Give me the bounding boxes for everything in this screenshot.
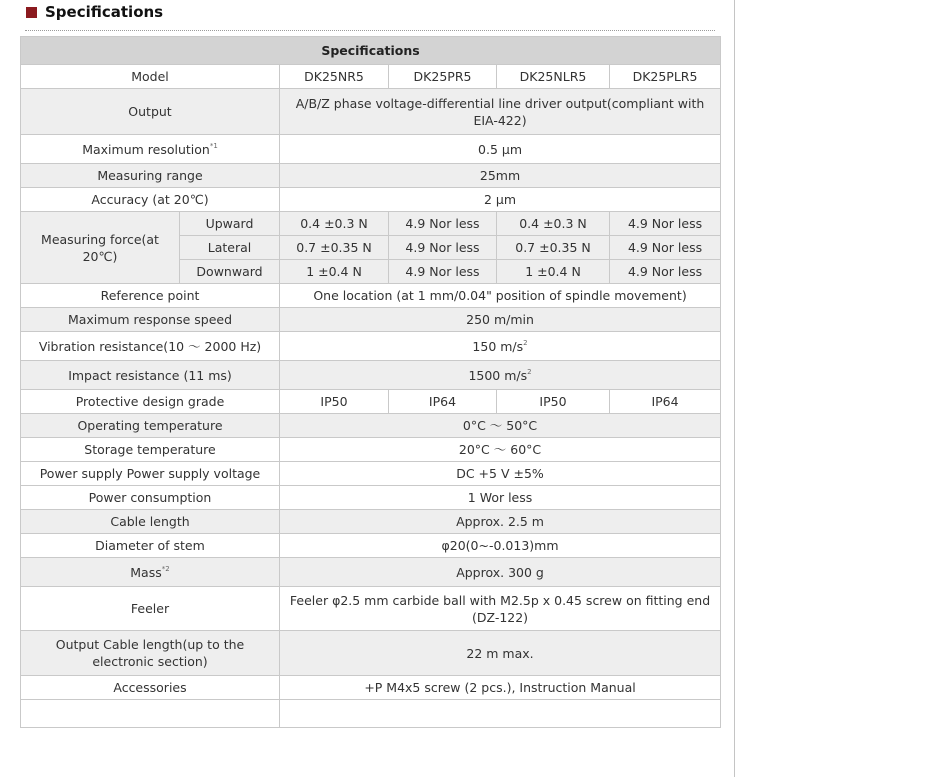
table-row (21, 308, 721, 332)
table-row (21, 510, 721, 534)
row-label: Protective design grade (21, 390, 280, 414)
model-cell: DK25NR5 (280, 65, 389, 89)
row-label: Power consumption (21, 486, 280, 510)
force-value: 4.9 Nor less (389, 236, 497, 260)
model-cell: DK25PLR5 (610, 65, 721, 89)
force-value: 0.4 ±0.3 N (280, 212, 389, 236)
row-value: 25mm (280, 164, 721, 188)
row-value: 0°C ～ 50°C (280, 414, 721, 438)
table-row (21, 65, 721, 89)
grade-cell: IP50 (497, 390, 610, 414)
row-value: φ20(0~-0.013)mm (280, 534, 721, 558)
footnote-marker: *2 (161, 564, 170, 573)
row-label (21, 700, 280, 728)
table-row (21, 631, 721, 676)
row-value (280, 332, 721, 361)
row-label: Measuring range (21, 164, 280, 188)
row-value-text: 1500 m/s (468, 367, 528, 383)
row-value: 0.5 μm (280, 135, 721, 164)
table-row (21, 676, 721, 700)
row-value: 22 m max. (280, 631, 721, 676)
row-label-text: Mass (130, 564, 162, 580)
row-label: Cable length (21, 510, 280, 534)
row-label: Operating temperature (21, 414, 280, 438)
model-cell: DK25NLR5 (497, 65, 610, 89)
row-value: A/B/Z phase voltage-differential line driver output(compliant with EIA-422) (280, 89, 721, 135)
footnote-marker: *1 (209, 141, 218, 150)
section-title: Specifications (45, 3, 164, 21)
row-label: Impact resistance (11 ms) (21, 361, 280, 390)
force-value: 0.7 ±0.35 N (280, 236, 389, 260)
table-row (21, 438, 721, 462)
table-row (21, 332, 721, 361)
force-value: 4.9 Nor less (610, 212, 721, 236)
row-value: Feeler φ2.5 mm carbide ball with M2.5p x 0.45 screw on fitting end (DZ-122) (280, 587, 721, 631)
table-row (21, 700, 721, 728)
grade-cell: IP50 (280, 390, 389, 414)
table-row (21, 212, 721, 236)
row-label: Output Cable length(up to the electronic section) (21, 631, 280, 676)
row-value: 20°C ～ 60°C (280, 438, 721, 462)
row-label (21, 558, 280, 587)
row-value: DC +5 V ±5% (280, 462, 721, 486)
table-caption-row (21, 37, 721, 65)
row-label: Power supply Power supply voltage (21, 462, 280, 486)
row-label: Accessories (21, 676, 280, 700)
force-value: 4.9 Nor less (610, 260, 721, 284)
table-caption: Specifications (21, 37, 721, 65)
model-cell: DK25PR5 (389, 65, 497, 89)
row-value: 2 μm (280, 188, 721, 212)
table-row (21, 414, 721, 438)
table-row (21, 486, 721, 510)
force-value: 4.9 Nor less (610, 236, 721, 260)
row-label: Diameter of stem (21, 534, 280, 558)
row-value (280, 361, 721, 390)
row-value: 1 Wor less (280, 486, 721, 510)
row-value-text: 150 m/s (472, 338, 524, 354)
force-value: 0.4 ±0.3 N (497, 212, 610, 236)
table-row (21, 361, 721, 390)
table-row (21, 558, 721, 587)
table-row (21, 188, 721, 212)
force-value: 1 ±0.4 N (280, 260, 389, 284)
table-row (21, 164, 721, 188)
row-label: Reference point (21, 284, 280, 308)
row-label (21, 135, 280, 164)
row-value (280, 700, 721, 728)
table-row (21, 462, 721, 486)
row-label: Accuracy (at 20℃) (21, 188, 280, 212)
row-label: Model (21, 65, 280, 89)
table-row (21, 135, 721, 164)
grade-cell: IP64 (389, 390, 497, 414)
row-label-text: Maximum resolution (82, 141, 210, 157)
row-value: Approx. 300 g (280, 558, 721, 587)
specifications-table (20, 36, 721, 728)
superscript: 2 (523, 338, 528, 347)
table-row (21, 89, 721, 135)
table-row (21, 587, 721, 631)
grade-cell: IP64 (610, 390, 721, 414)
section-header (25, 0, 715, 31)
table-row (21, 390, 721, 414)
row-value: One location (at 1 mm/0.04" position of spindle movement) (280, 284, 721, 308)
measuring-force-label: Measuring force(at 20℃) (21, 212, 180, 284)
table-row (21, 534, 721, 558)
force-value: 1 ±0.4 N (497, 260, 610, 284)
square-bullet-icon (26, 7, 37, 18)
force-direction-label: Lateral (180, 236, 280, 260)
row-label: Feeler (21, 587, 280, 631)
table-row (21, 284, 721, 308)
row-value: Approx. 2.5 m (280, 510, 721, 534)
force-direction-label: Downward (180, 260, 280, 284)
force-value: 4.9 Nor less (389, 260, 497, 284)
row-label: Vibration resistance(10 ～ 2000 Hz) (21, 332, 280, 361)
force-value: 4.9 Nor less (389, 212, 497, 236)
row-label: Maximum response speed (21, 308, 280, 332)
force-value: 0.7 ±0.35 N (497, 236, 610, 260)
row-label: Storage temperature (21, 438, 280, 462)
row-label: Output (21, 89, 280, 135)
force-direction-label: Upward (180, 212, 280, 236)
row-value: 250 m/min (280, 308, 721, 332)
row-value: +P M4x5 screw (2 pcs.), Instruction Manual (280, 676, 721, 700)
superscript: 2 (527, 367, 532, 376)
